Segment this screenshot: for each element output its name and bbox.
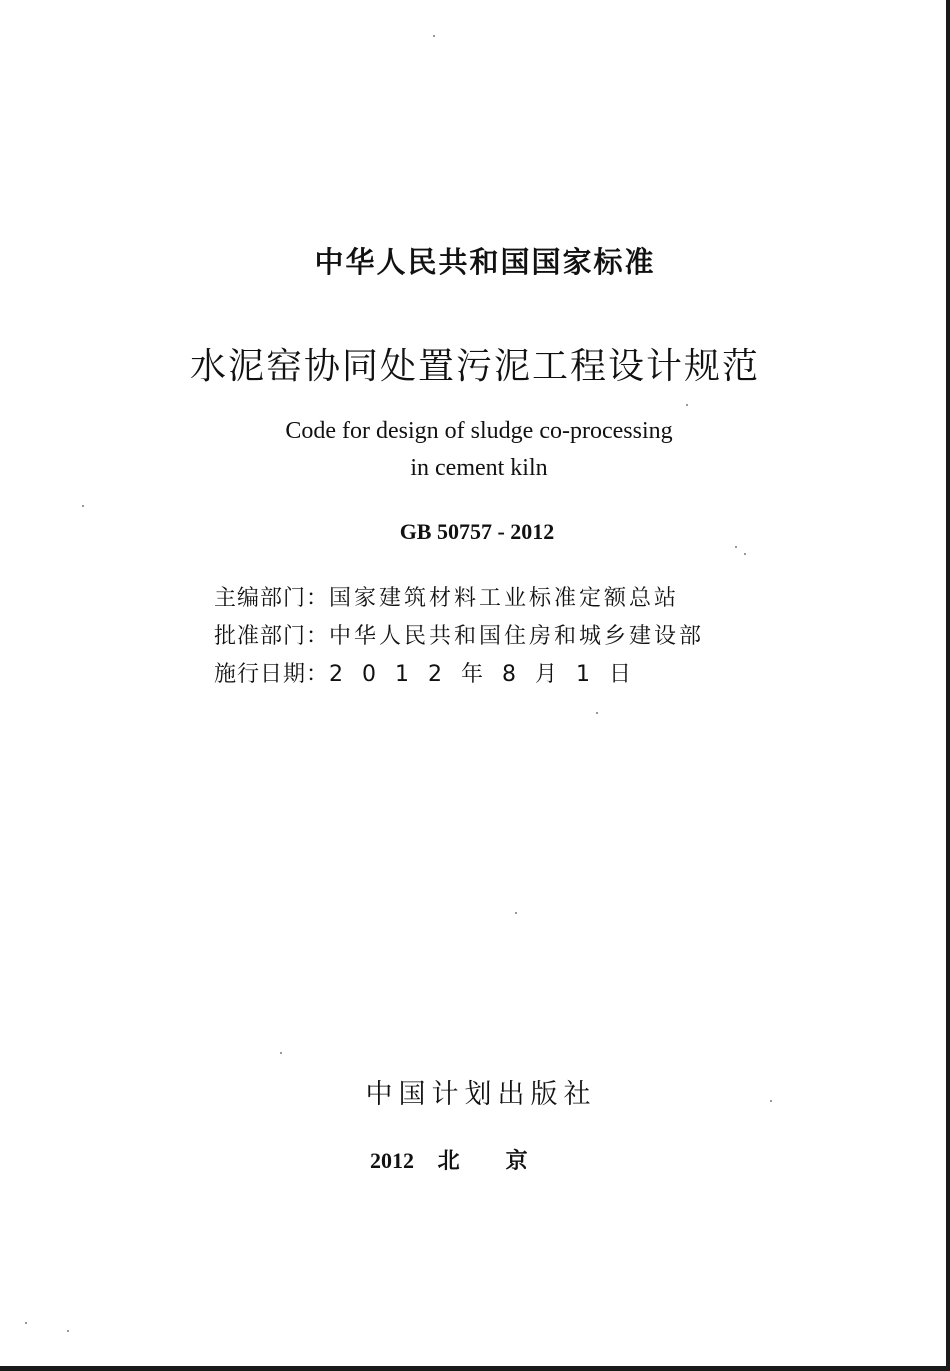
- national-standard-heading: 中华人民共和国国家标准: [314, 245, 656, 279]
- publication-year: 2012: [370, 1148, 414, 1173]
- standard-title-english-line2: in cement kiln: [410, 455, 548, 481]
- approver-label: 批准部门：: [214, 624, 330, 649]
- editor-value: 国家建筑材料工业标准定额总站: [329, 586, 680, 611]
- effective-date-label: 施行日期：: [214, 662, 330, 687]
- scan-speck: [735, 546, 737, 548]
- effective-date-row: [214, 658, 704, 696]
- page-bottom-edge: [0, 1366, 950, 1371]
- effective-date-value: 2012年8月1日: [329, 662, 650, 687]
- scan-speck: [67, 1330, 69, 1332]
- standard-info-block: [214, 582, 704, 696]
- scan-speck: [25, 1322, 27, 1324]
- scan-speck: [515, 912, 517, 914]
- editor-row: [214, 582, 704, 620]
- publication-city: 北京: [437, 1149, 574, 1174]
- scan-speck: [744, 553, 746, 555]
- page-right-edge: [946, 0, 950, 1371]
- publisher-name: 中国计划出版社: [365, 1079, 597, 1110]
- publication-imprint: [370, 1144, 574, 1175]
- scan-speck: [82, 505, 84, 507]
- standard-code: GB 50757 - 2012: [399, 519, 555, 544]
- scan-speck: [686, 404, 688, 406]
- standard-title-english-line1: Code for design of sludge co-processing: [285, 418, 673, 444]
- standard-title-chinese: 水泥窑协同处置污泥工程设计规范: [189, 346, 760, 387]
- scan-speck: [280, 1052, 282, 1054]
- scan-speck: [433, 35, 435, 37]
- scan-speck: [596, 712, 598, 714]
- approver-row: [214, 620, 704, 658]
- approver-value: 中华人民共和国住房和城乡建设部: [329, 624, 705, 649]
- editor-label: 主编部门：: [214, 586, 330, 611]
